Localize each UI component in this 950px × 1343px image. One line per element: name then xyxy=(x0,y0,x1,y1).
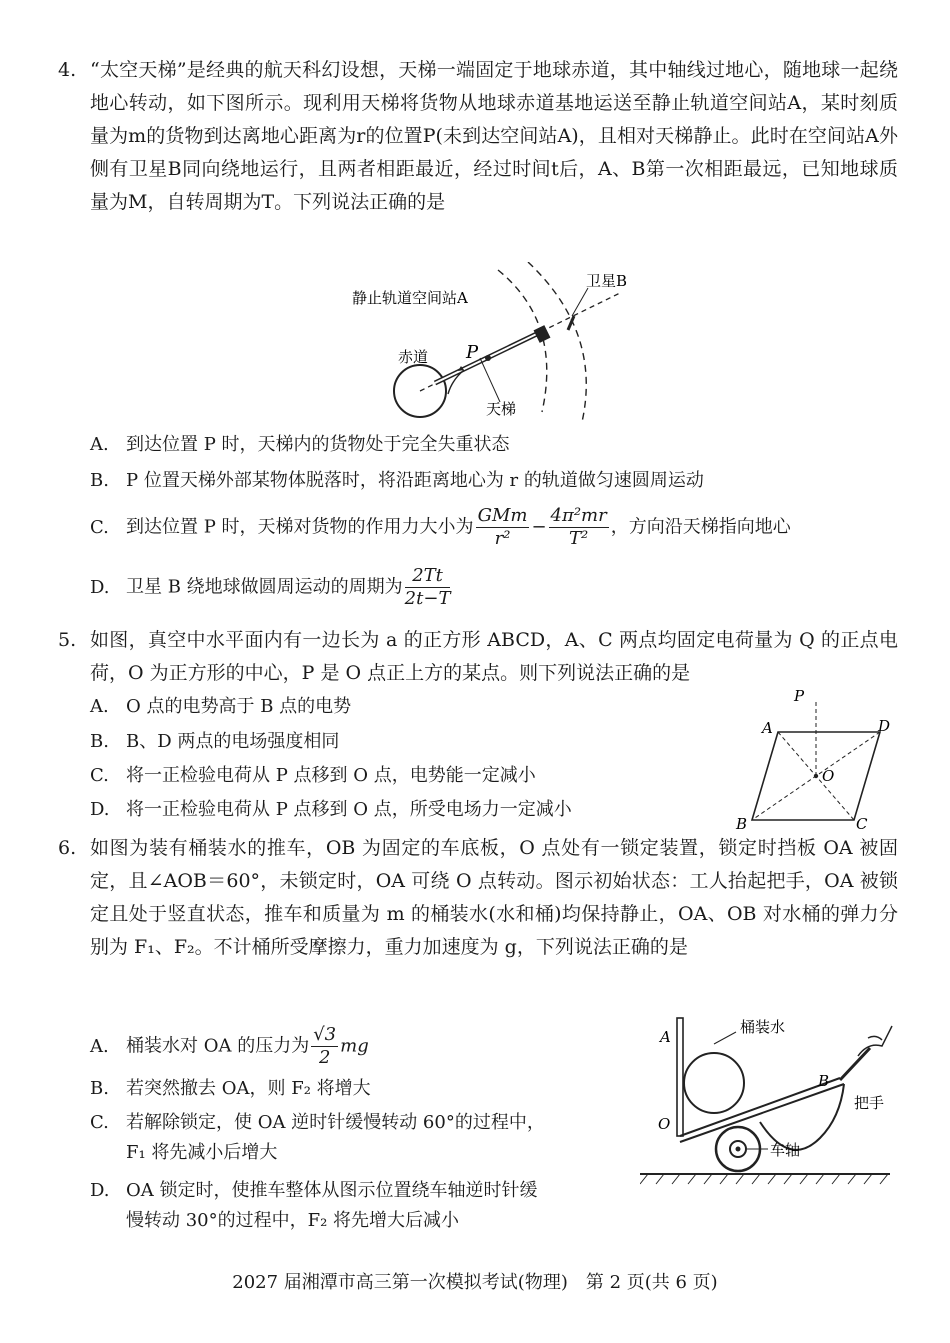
question-stem: 如图，真空中水平面内有一边长为 a 的正方形 ABCD，A、C 两点均固定电荷量为 Q 的正点电荷，O 为正方形的中心，P 是 O 点正上方的某点。则下列说法正确的是 xyxy=(90,629,898,684)
question-number: 4. xyxy=(58,59,77,81)
question-number: 5. xyxy=(58,629,77,651)
question-6 xyxy=(58,832,898,964)
label-d: D xyxy=(878,717,891,735)
ladder-label: 天梯 xyxy=(486,400,517,418)
option-5a: A. O 点的电势高于 B 点的电势 xyxy=(90,696,352,717)
option-4a: A. 到达位置 P 时，天梯内的货物处于完全失重状态 xyxy=(90,434,510,455)
page-footer: 2027 届湘潭市高三第一次模拟考试(物理) 第 2 页(共 6 页) xyxy=(232,1272,718,1293)
label-o: O xyxy=(822,767,835,785)
option-6a: A. 桶装水对 OA 的压力为 $\frac{√3}{2}$ mg xyxy=(90,1024,369,1068)
p-label: P xyxy=(466,342,479,363)
question-number: 6. xyxy=(58,837,77,859)
option-6b: B. 若突然撤去 OA，则 F₂ 将增大 xyxy=(90,1078,371,1099)
question-stem: 如图为装有桶装水的推车，OB 为固定的车底板，O 点处有一锁定装置，锁定时挡板 OA 被固定，且∠AOB＝60°，未锁定时，OA 可绕 O 点转动。图示初始状态：工人抬起把手，OA 被锁定且处于竖直状态，推车和质量为 m 的桶装水(水和桶)均保持静止，OA、OB 对水桶的弹力分别为 F₁、F₂。不计桶所受摩擦力，重力加速度为 g，下列说法正确的是 xyxy=(90,837,898,958)
handle-label: 把手 xyxy=(854,1094,885,1112)
option-4d: D. 卫星 B 绕地球做圆周运动的周期为 $\frac{2Tt}{2t-T}$ xyxy=(90,565,451,609)
question-4 xyxy=(58,54,898,219)
option-4c: C. 到达位置 P 时，天梯对货物的作用力大小为 $\frac{\text{GMm}}{\text{r²}}$ − $\frac{\text{4π²mr}}{\text{T²}}$ ，方向沿天梯指向地心 xyxy=(90,505,791,549)
option-4b: B. P 位置天梯外部某物体脱落时，将沿距离地心为 r 的轨道做匀速圆周运动 xyxy=(90,470,704,491)
square-charge-figure xyxy=(730,685,905,833)
option-5b: B. B、D 两点的电场强度相同 xyxy=(90,731,340,752)
option-6c: C. 若解除锁定，使 OA 逆时针缓慢转动 60°的过程中， F₁ 将先减小后增大 xyxy=(90,1112,545,1163)
label-b: B xyxy=(736,815,748,833)
fraction: $\frac{\text{GMm}}{\text{r²}}$ xyxy=(477,505,528,549)
station-label: 静止轨道空间站A xyxy=(352,289,468,307)
space-elevator-figure xyxy=(340,262,660,427)
question-5 xyxy=(58,624,898,690)
fraction: $\frac{√3}{2}$ xyxy=(313,1024,337,1068)
fraction: $\frac{\text{4π²mr}}{\text{T²}}$ xyxy=(550,505,607,549)
question-stem: “太空天梯”是经典的航天科幻设想，天梯一端固定于地球赤道，其中轴线过地心，随地球一起绕地心转动，如下图所示。现利用天梯将货物从地球赤道基地运送至静止轨道空间站A，某时刻质量为m的货物到达离地心距离为r的位置P(未到达空间站A)，且相对天梯静止。此时在空间站A外侧有卫星B同向绕地运行，且两者相距最近，经过时间t后，A、B第一次相距最远，已知地球质量为M，自转周期为T。下列说法正确的是 xyxy=(90,59,898,213)
label-o: O xyxy=(658,1115,671,1133)
label-a: A xyxy=(762,719,773,737)
fraction: $\frac{2Tt}{2t-T}$ xyxy=(404,565,451,609)
label-c: C xyxy=(856,815,868,833)
label-b: B xyxy=(818,1072,830,1090)
satellite-label: 卫星B xyxy=(586,272,628,290)
water-cart-figure xyxy=(640,1008,900,1190)
equator-label: 赤道 xyxy=(398,348,429,366)
label-a: A xyxy=(660,1028,671,1046)
option-5c: C. 将一正检验电荷从 P 点移到 O 点，电势能一定减小 xyxy=(90,765,536,786)
axle-label: 车轴 xyxy=(770,1141,801,1159)
water-label: 桶装水 xyxy=(740,1018,786,1036)
option-6d: D. OA 锁定时，使推车整体从图示位置绕车轴逆时针缓 慢转动 30°的过程中，F₂ 将先增大后减小 xyxy=(90,1180,538,1231)
option-5d: D. 将一正检验电荷从 P 点移到 O 点，所受电场力一定减小 xyxy=(90,799,572,820)
label-p: P xyxy=(794,687,805,705)
